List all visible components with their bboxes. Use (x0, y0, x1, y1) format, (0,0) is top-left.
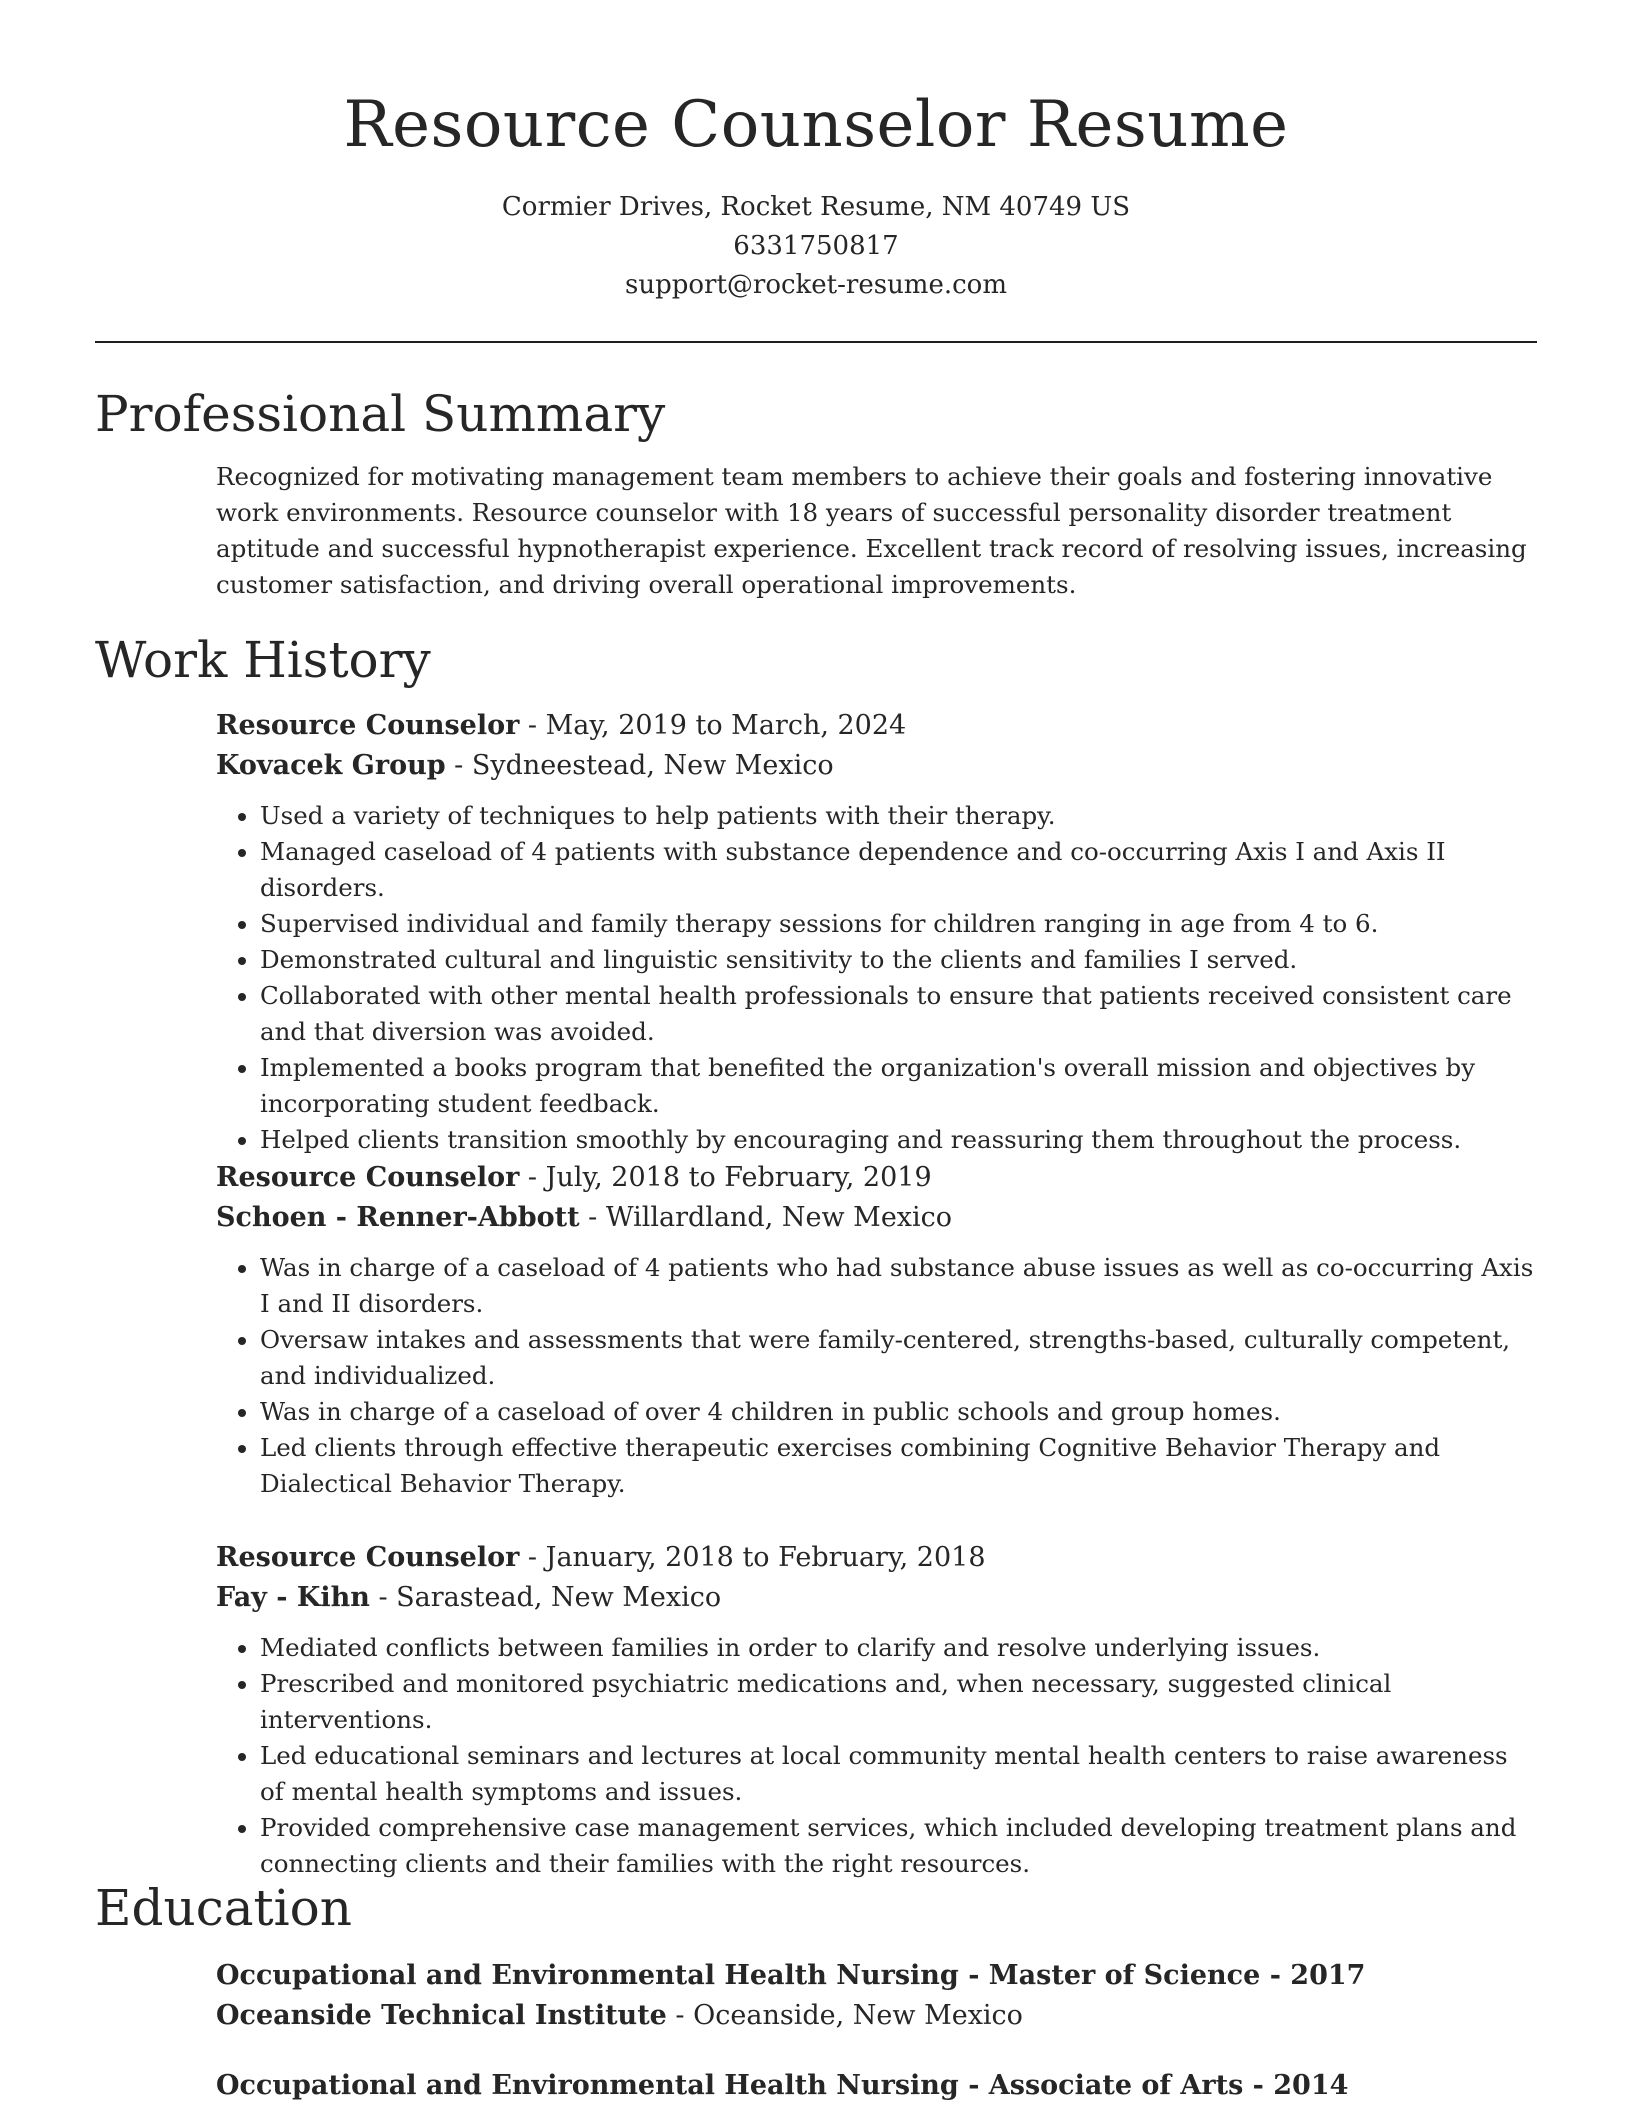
job-location: - Sydneestead, New Mexico (445, 750, 834, 781)
bullet-item: • Helped clients transition smoothly by encouraging and reassuring them throughout the process. (260, 1122, 1536, 1158)
education-heading: Education (95, 1879, 352, 1937)
job-bullets (216, 1630, 1536, 1882)
bullet-item: • Mediated conflicts between families in order to clarify and resolve underlying issues. (260, 1630, 1536, 1666)
bullet-item: • Oversaw intakes and assessments that were family-centered, strengths-based, culturally competent, and individualized. (260, 1322, 1536, 1394)
bullet-item: • Implemented a books program that benefited the organization's overall mission and objectives by incorporating student feedback. (260, 1050, 1536, 1122)
education-school: Oceanside Technical Institute (216, 2000, 667, 2031)
bullet-item: • Was in charge of a caseload of over 4 children in public schools and group homes. (260, 1394, 1536, 1430)
bullet-item: • Managed caseload of 4 patients with substance dependence and co-occurring Axis I and Axis II disorders. (260, 834, 1536, 906)
bullet-item: • Led educational seminars and lectures at local community mental health centers to raise awareness of mental health symptoms and issues. (260, 1738, 1536, 1810)
job-title: Resource Counselor (216, 1162, 520, 1193)
resume-header (95, 80, 1537, 305)
job-title-line (216, 1538, 1536, 1578)
job-dates: - July, 2018 to February, 2019 (519, 1162, 932, 1193)
job-title-line (216, 706, 1536, 746)
job-entry (216, 1538, 1536, 1882)
bullet-item: • Used a variety of techniques to help patients with their therapy. (260, 798, 1536, 834)
job-location: - Willardland, New Mexico (579, 1202, 953, 1233)
job-title: Resource Counselor (216, 1542, 520, 1573)
job-location: - Sarastead, New Mexico (369, 1582, 722, 1613)
education-entry (216, 1956, 1536, 2036)
job-company-line (216, 746, 1536, 786)
contact-block (95, 188, 1537, 305)
contact-email: support@rocket-resume.com (624, 270, 1007, 300)
job-company-line (216, 1578, 1536, 1618)
job-bullets (216, 1250, 1536, 1502)
education-degree-line: Occupational and Environmental Health Nursing - Associate of Arts - 2014 (216, 2070, 1349, 2101)
contact-address: Cormier Drives, Rocket Resume, NM 40749 US (501, 192, 1131, 222)
bullet-item: • Supervised individual and family therapy sessions for children ranging in age from 4 to 6. (260, 906, 1536, 942)
summary-block (216, 459, 1536, 603)
bullet-item: • Provided comprehensive case management services, which included developing treatment plans and connecting clients and their families with the right resources. (260, 1810, 1536, 1882)
bullet-item: • Demonstrated cultural and linguistic sensitivity to the clients and families I served. (260, 942, 1536, 978)
job-entry (216, 706, 1536, 1158)
job-bullets (216, 798, 1536, 1158)
job-dates: - January, 2018 to February, 2018 (519, 1542, 986, 1573)
education-school-line (216, 1996, 1536, 2036)
job-company: Kovacek Group (216, 750, 446, 781)
summary-heading: Professional Summary (95, 385, 666, 443)
bullet-item: • Was in charge of a caseload of 4 patients who had substance abuse issues as well as co-occurring Axis I and II disorders. (260, 1250, 1536, 1322)
job-company-line (216, 1198, 1536, 1238)
education-degree-line: Occupational and Environmental Health Nursing - Master of Science - 2017 (216, 1960, 1366, 1991)
resume-title: Resource Counselor Resume (343, 88, 1289, 162)
header-divider (95, 341, 1537, 343)
bullet-item: • Collaborated with other mental health professionals to ensure that patients received consistent care and that diversion was avoided. (260, 978, 1536, 1050)
contact-phone: 6331750817 (733, 231, 899, 261)
bullet-item: • Led clients through effective therapeutic exercises combining Cognitive Behavior Therapy and Dialectical Behavior Therapy. (260, 1430, 1536, 1502)
job-entry (216, 1158, 1536, 1502)
bullet-item: • Prescribed and monitored psychiatric medications and, when necessary, suggested clinical interventions. (260, 1666, 1536, 1738)
job-company: Fay - Kihn (216, 1582, 370, 1613)
job-company: Schoen - Renner-Abbott (216, 1202, 580, 1233)
job-dates: - May, 2019 to March, 2024 (519, 710, 907, 741)
education-entry (216, 2066, 1536, 2106)
job-title: Resource Counselor (216, 710, 520, 741)
summary-text: Recognized for motivating management team members to achieve their goals and fostering innovative work environments. Resource counselor with 18 years of successful personality disorder treatment aptitude and successful hypnotherapist experience. Excellent track record of resolving issues, increasing customer satisfaction, and driving overall operational improvements. (216, 462, 1527, 599)
work-history-heading: Work History (95, 631, 431, 689)
job-title-line (216, 1158, 1536, 1198)
education-location: - Oceanside, New Mexico (666, 2000, 1023, 2031)
